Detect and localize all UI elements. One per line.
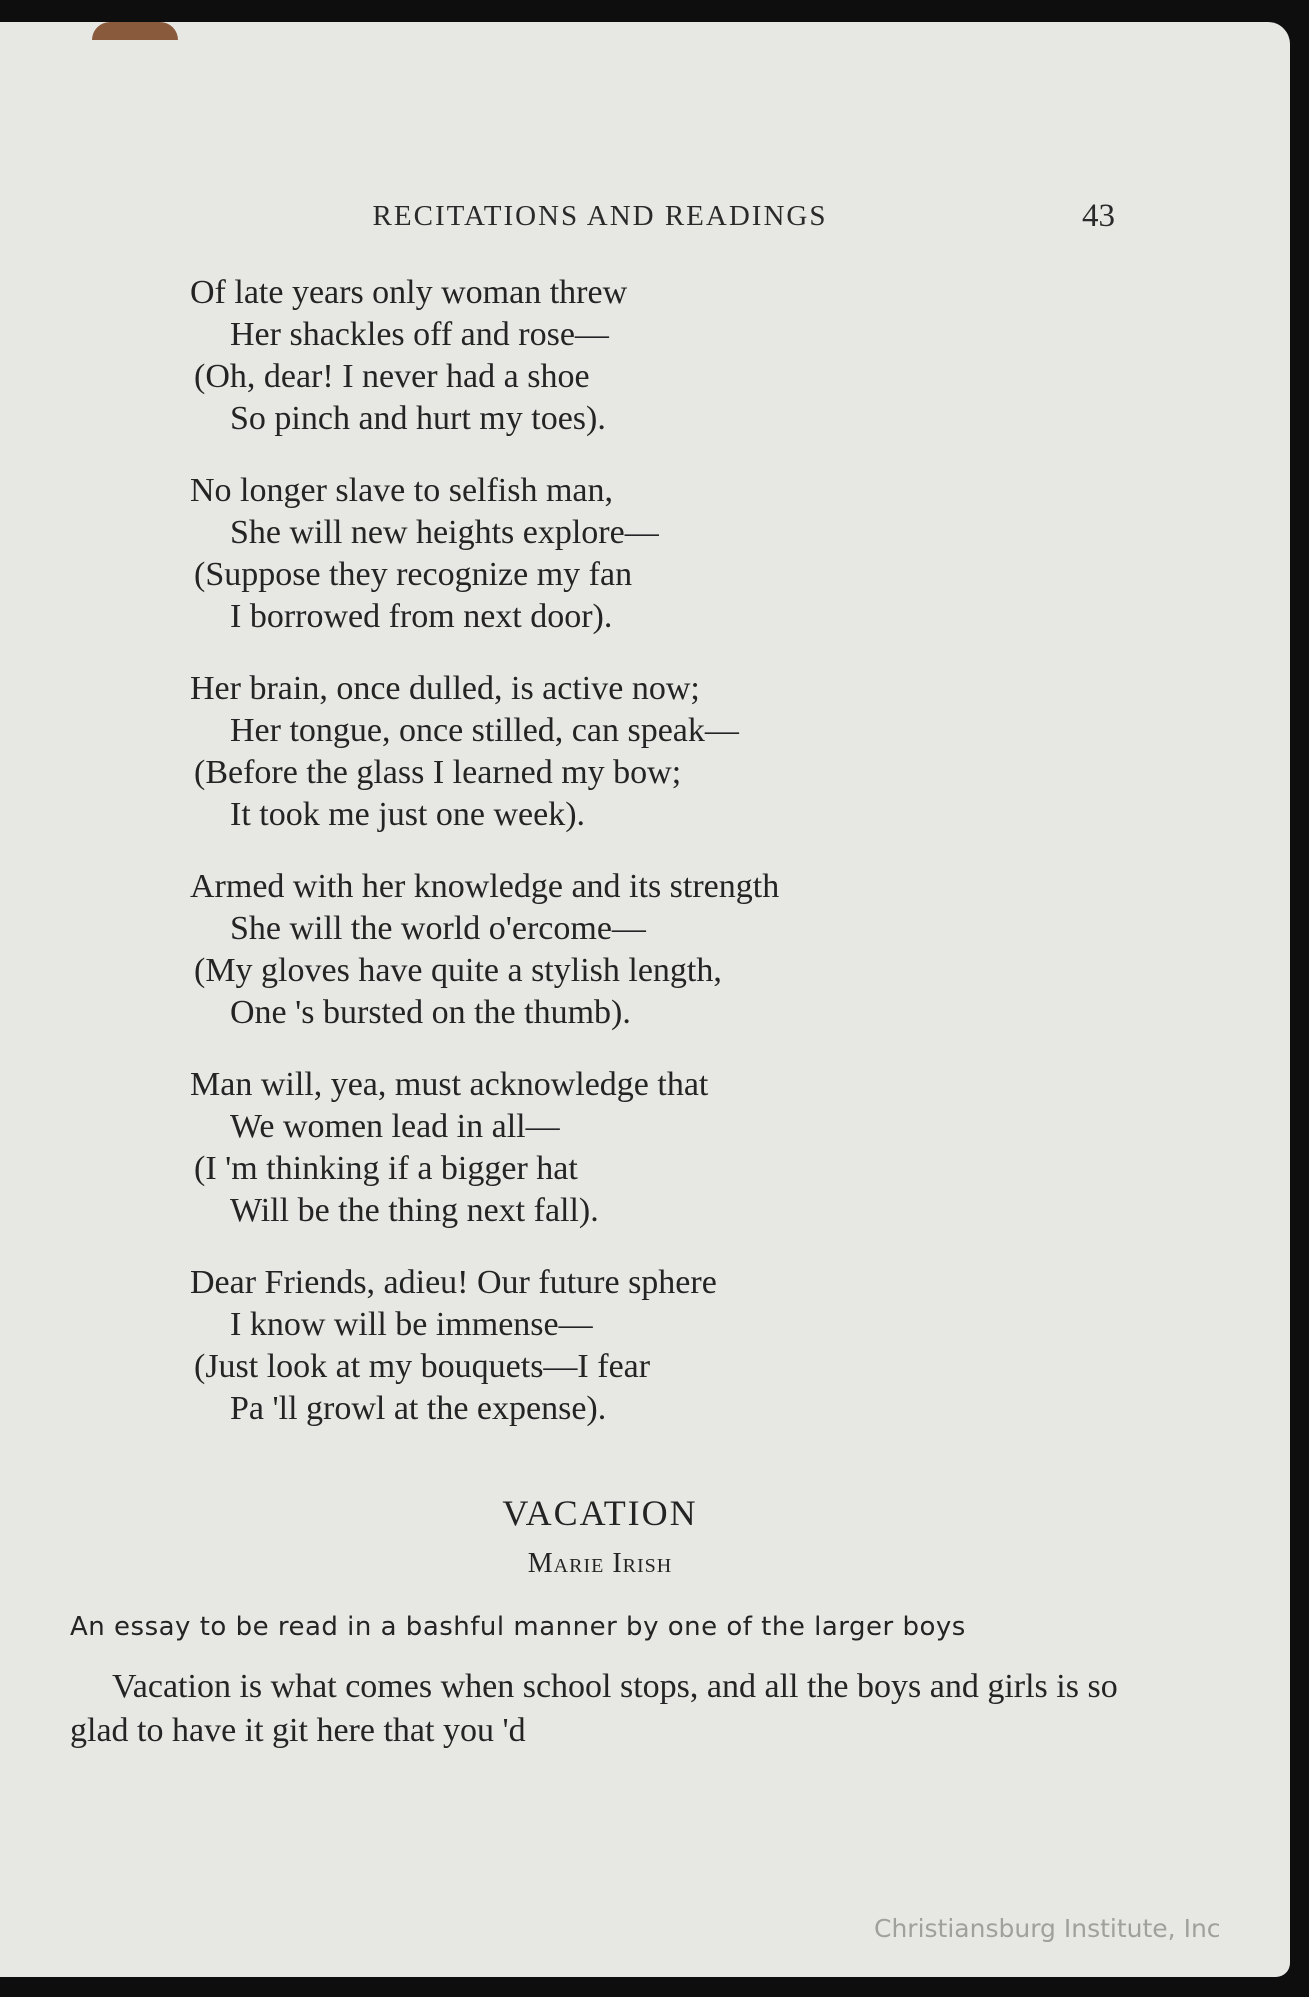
poem-line: (I 'm thinking if a bigger hat — [194, 1150, 578, 1187]
poem-line: (My gloves have quite a stylish length, — [194, 952, 722, 989]
paragraph-text: Vacation is what comes when school stops, and all the boys and girls is so glad to have it git here that you 'd — [70, 1668, 1118, 1749]
poem-line: Man will, yea, must acknowledge that — [190, 1066, 709, 1103]
poem-line: (Suppose they recognize my fan — [194, 556, 633, 593]
poem-line: Of late years only woman threw — [190, 274, 628, 311]
page-tab — [92, 22, 178, 40]
section-heading — [0, 1492, 1200, 1580]
section-title: VACATION — [502, 1493, 698, 1533]
poem-line: So pinch and hurt my toes). — [230, 400, 606, 437]
poem-line: Her brain, once dulled, is active now; — [190, 670, 700, 707]
poem-line: We women lead in all— — [230, 1108, 560, 1145]
stanza — [190, 1064, 1090, 1232]
poem-line: I know will be immense— — [230, 1306, 593, 1343]
poem-line: Armed with her knowledge and its strength — [190, 868, 780, 905]
poem-line: I borrowed from next door). — [230, 598, 613, 635]
stanza — [190, 272, 1090, 440]
poem-line: It took me just one week). — [230, 796, 586, 833]
stanza — [190, 1262, 1090, 1430]
poem-line: Will be the thing next fall). — [230, 1192, 599, 1229]
poem-line: One 's bursted on the thumb). — [230, 994, 631, 1031]
section-subtitle: An essay to be read in a bashful manner by one of the larger boys — [70, 1612, 966, 1642]
section-author: Marie Irish — [527, 1548, 673, 1579]
book-page — [0, 22, 1290, 1977]
page-number: 43 — [1082, 198, 1115, 234]
poem-line: No longer slave to selfish man, — [190, 472, 614, 509]
poem-line: (Oh, dear! I never had a shoe — [194, 358, 590, 395]
poem — [190, 272, 1090, 1460]
poem-line: Dear Friends, adieu! Our future sphere — [190, 1264, 717, 1301]
watermark: Christiansburg Institute, Inc — [874, 1914, 1221, 1943]
running-header: RECITATIONS AND READINGS — [372, 200, 828, 232]
stanza — [190, 668, 1090, 836]
stanza — [190, 470, 1090, 638]
poem-line: (Before the glass I learned my bow; — [194, 754, 682, 791]
poem-line: She will new heights explore— — [230, 514, 659, 551]
poem-line: She will the world o'ercome— — [230, 910, 646, 947]
poem-line: Her tongue, once stilled, can speak— — [230, 712, 739, 749]
poem-line: Her shackles off and rose— — [230, 316, 609, 353]
stanza — [190, 866, 1090, 1034]
poem-line: Pa 'll growl at the expense). — [230, 1390, 607, 1427]
poem-line: (Just look at my bouquets—I fear — [194, 1348, 651, 1385]
body-paragraph — [70, 1665, 1128, 1753]
